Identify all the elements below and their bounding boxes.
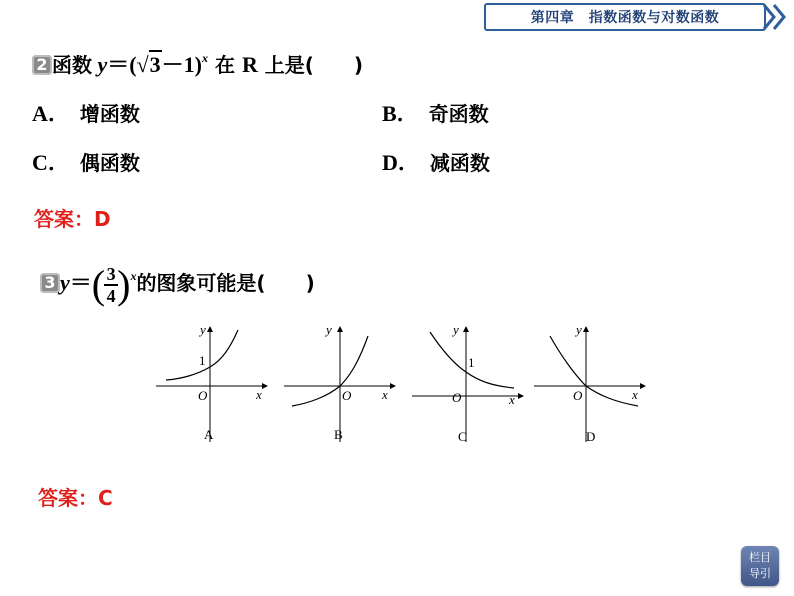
q2-domain: R xyxy=(241,52,258,77)
graph-d-origin: O xyxy=(573,388,583,403)
graph-c-caption: C xyxy=(458,429,467,444)
graph-c-origin: O xyxy=(452,390,462,405)
graph-b[interactable] xyxy=(280,324,398,444)
q2-eq-open: ＝( xyxy=(107,52,137,77)
q3-eq: ＝ xyxy=(69,270,92,296)
nav-button[interactable] xyxy=(741,546,779,586)
option-c[interactable] xyxy=(32,146,140,177)
question-number-badge: 2 xyxy=(32,55,52,75)
graph-b-caption: B xyxy=(334,427,343,442)
graph-c-x-label: x xyxy=(509,392,515,407)
chevron-right-icon xyxy=(762,3,792,31)
frac-denominator: 4 xyxy=(106,286,116,306)
option-letter: B． xyxy=(382,101,419,126)
graph-d-x-label: x xyxy=(632,387,638,402)
graph-a-origin: O xyxy=(198,388,208,403)
q2-var-y: y xyxy=(97,52,108,77)
graph-c[interactable] xyxy=(408,324,526,444)
left-paren: ( xyxy=(91,262,106,307)
sqrt-sign: √ xyxy=(136,52,149,77)
option-b[interactable] xyxy=(382,97,489,128)
option-letter: D． xyxy=(382,150,420,175)
option-text: 奇函数 xyxy=(428,102,489,126)
q2-suffix: 在 xyxy=(208,53,242,77)
option-d[interactable] xyxy=(382,146,490,177)
q3-var-y: y xyxy=(60,270,70,296)
graph-c-y-label: y xyxy=(453,322,459,337)
graph-c-tick: 1 xyxy=(468,355,475,370)
option-text: 偶函数 xyxy=(79,151,140,175)
option-letter: C． xyxy=(32,150,70,175)
graph-b-y-label: y xyxy=(326,322,332,337)
question-3 xyxy=(40,264,315,306)
graph-d-caption: D xyxy=(586,429,596,444)
graph-a-caption: A xyxy=(204,427,214,442)
chapter-banner xyxy=(484,3,766,31)
q3-answer: 答案：C xyxy=(38,486,113,510)
graph-d-y-label: y xyxy=(576,322,582,337)
nav-line-2: 导引 xyxy=(749,567,771,580)
graph-a-y-label: y xyxy=(200,322,206,337)
option-text: 减函数 xyxy=(429,151,490,175)
option-a[interactable] xyxy=(32,97,140,128)
graph-a-tick: 1 xyxy=(199,353,206,368)
graph-d[interactable] xyxy=(530,324,648,444)
fraction xyxy=(104,264,118,306)
right-paren: ) xyxy=(117,262,131,307)
q2-minus-one: －1) xyxy=(161,52,202,77)
nav-line-1: 栏目 xyxy=(749,551,771,564)
option-letter: A． xyxy=(32,101,70,126)
graph-b-x-label: x xyxy=(382,387,388,402)
option-text: 增函数 xyxy=(79,102,140,126)
q2-exponent: x xyxy=(202,51,208,65)
graph-a[interactable] xyxy=(152,324,270,444)
q2-suffix-2: 上是( ) xyxy=(257,53,364,77)
graph-b-origin: O xyxy=(342,388,352,403)
graph-a-x-label: x xyxy=(256,387,262,402)
q2-prefix: 函数 xyxy=(52,53,92,77)
q3-exponent: x xyxy=(130,269,137,284)
sqrt-value: 3 xyxy=(149,52,161,77)
q3-suffix: 的图象可能是( ) xyxy=(136,271,315,296)
chapter-title: 第四章 指数函数与对数函数 xyxy=(530,10,720,26)
question-2 xyxy=(32,48,363,79)
frac-numerator: 3 xyxy=(106,264,116,284)
q2-answer: 答案：D xyxy=(34,207,111,231)
question-number-badge: 3 xyxy=(40,273,60,293)
